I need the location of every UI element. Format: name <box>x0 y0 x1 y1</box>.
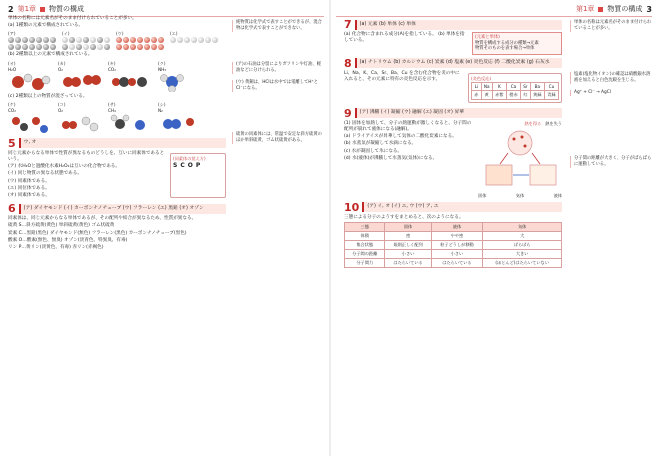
column-header: 三態 <box>345 222 385 231</box>
atom-icon <box>205 37 211 43</box>
atom-icon <box>144 44 150 50</box>
table-cell: 小さい <box>431 249 483 258</box>
section-answer: (a) ナトリウム (b) カルシウム (c) 炭素 (d) 塩素 (e) 炎色反応 (f) 二酸化炭素 (g) 石灰水 <box>355 58 562 68</box>
three-states-diagram <box>478 127 562 189</box>
table-row <box>472 82 559 90</box>
molecule-diagram <box>108 72 152 92</box>
legend-heat-gain: 熱を得る <box>524 120 542 126</box>
element-symbol: O <box>187 161 193 169</box>
atom-icon <box>69 44 75 50</box>
list-item: (a) ドライアイスが昇華して気体の二酸化炭素になる。 <box>344 134 457 140</box>
atom-icon <box>212 37 218 43</box>
atom-grid <box>8 37 56 50</box>
molecule-label: NH₃ <box>158 66 166 72</box>
mixture-figure <box>8 102 52 135</box>
atom-icon <box>50 37 56 43</box>
list-item: (ウ) 同素体である。 <box>8 178 50 184</box>
molecule-diagram <box>8 72 52 92</box>
page-number: 2 <box>8 4 14 14</box>
intro-text: 単体の名称には元素名がそのまま付けられていることが多い。 <box>8 16 137 21</box>
table-cell: (ほとんど)はたらいていない <box>483 258 562 267</box>
atom-icon <box>50 44 56 50</box>
atom-icon <box>184 37 190 43</box>
molecule-label: N₂ <box>158 107 163 113</box>
table-cell: 規則正しく配列 <box>385 240 431 249</box>
section-number: 7 <box>344 18 352 31</box>
table-cell: ばらばら <box>483 240 562 249</box>
column-header: 液体 <box>431 222 483 231</box>
flame-reaction-box <box>468 73 562 103</box>
table-row <box>472 90 559 99</box>
atom-icon <box>43 37 49 43</box>
chapter-marker-icon <box>598 7 603 12</box>
section-answer: (ア) ダイヤモンド (イ) カーボンナノチューブ (ウ) フラーレン (エ) 黒鉛 (オ) オゾン <box>19 204 226 214</box>
right-main-column <box>344 16 562 268</box>
three-states-table <box>344 222 562 268</box>
table-cell: Li <box>472 82 482 90</box>
list-item: 酸素 O…酸素(無色、無臭) オゾン(淡青色、特異臭、有毒) <box>8 237 128 243</box>
atom-icon <box>8 37 14 43</box>
atom-icon <box>177 37 183 43</box>
molecule-figure <box>62 31 110 50</box>
section-5-text <box>8 151 166 200</box>
item-a: (a) 1種類の元素で構成されている。 <box>8 23 84 29</box>
atom-icon <box>158 37 164 43</box>
item-c: (c) 2種類以上の物質が混ざっている。 <box>8 93 88 99</box>
table-cell: 赤紫 <box>492 90 506 99</box>
chapter-marker-icon <box>40 7 45 12</box>
atom-icon <box>123 37 129 43</box>
molecule-figure <box>8 61 52 92</box>
atom-icon <box>158 44 164 50</box>
side-note: 分子間の距離が大きく、分子がばらばらに運動している。 <box>570 156 654 168</box>
state-label: 液体 <box>553 192 562 198</box>
flame-table <box>471 82 559 100</box>
molecule-label: CH₄ <box>108 107 116 113</box>
molecule-diagram <box>58 72 102 92</box>
section-answer: (ア) イ, オ (イ) エ, ウ (ウ) ア, エ <box>362 202 562 212</box>
list-item: (c) 水が凝固して氷になる。 <box>344 148 403 154</box>
molecule-label: CO₂ <box>8 107 16 113</box>
section-answer: (a) 元素 (b) 単体 (c) 単体 <box>355 20 562 30</box>
atom-icon <box>104 44 110 50</box>
table-cell: 粒子どうしが移動 <box>431 240 483 249</box>
section-answer: (ア) 沸騰 (イ) 凝縮 (ウ) 融解 (エ) 凝固 (オ) 昇華 <box>355 108 562 118</box>
section-10-explanation: 三態による分子のようすをまとめると、次のようになる。 <box>344 214 464 220</box>
molecule-label: H₂O <box>8 66 17 72</box>
section-7-header <box>344 19 562 30</box>
atom-icon <box>191 37 197 43</box>
table-cell: Ca <box>506 82 520 90</box>
atom-icon <box>76 44 82 50</box>
molecule-figure <box>58 61 102 92</box>
table-cell: 橙赤 <box>506 90 520 99</box>
atom-icon <box>97 44 103 50</box>
figure-label: (イ) <box>62 31 70 37</box>
side-note: 単体の名称は元素名がそのまま付けられていることが多い。 <box>570 20 654 32</box>
state-label: 固体 <box>478 192 487 198</box>
table-cell: 青緑 <box>544 90 558 99</box>
side-note: Ag⁺ + Cl⁻ → AgCl <box>570 90 654 96</box>
atom-icon <box>36 37 42 43</box>
atom-icon <box>83 44 89 50</box>
mixture-diagram <box>158 113 202 135</box>
molecule-figure <box>116 31 164 50</box>
figure-label: (ク) <box>158 60 166 66</box>
mixture-figure <box>158 102 202 135</box>
item-b: (b) 2種類以上の元素で構成されている。 <box>8 52 93 58</box>
list-item: 炭素 C…黒鉛(黒色) ダイヤモンド(無色) フラーレン(黒色) カーボンナノチューブ(黒色) <box>8 230 187 236</box>
table-cell: はたらいている <box>385 258 431 267</box>
state-labels <box>478 193 562 199</box>
element-symbol: P <box>195 161 201 169</box>
side-note: 硫黄の同素体には、常温で安定な斜方硫黄のほか単斜硫黄、ゴム状硫黄がある。 <box>232 132 324 144</box>
atom-icon <box>90 44 96 50</box>
table-cell: Cu <box>544 82 558 90</box>
figure-label: (カ) <box>58 60 66 66</box>
molecule-figure <box>170 31 218 50</box>
table-row <box>345 240 562 249</box>
figure-label: (サ) <box>108 101 116 107</box>
atom-icon <box>130 37 136 43</box>
atom-icon <box>137 44 143 50</box>
atom-grid <box>170 37 218 43</box>
column-header: 固体 <box>385 222 431 231</box>
atom-icon <box>62 44 68 50</box>
column-header: 気体 <box>483 222 562 231</box>
atom-icon <box>123 44 129 50</box>
atom-icon <box>69 37 75 43</box>
section-number: 5 <box>8 136 16 150</box>
section-8-body <box>344 71 562 105</box>
state-change-figure <box>478 121 562 199</box>
table-cell: 体積 <box>345 231 385 240</box>
section-5-explanation: 同じ元素からなる単体で性質が異なるものどうしを、互いに同素体であるという。 <box>8 150 165 163</box>
chapter-label: 第1章 <box>17 5 37 13</box>
atom-icon <box>22 44 28 50</box>
atom-grid <box>116 37 164 50</box>
molecule-label: O₂ <box>58 107 63 113</box>
list-item: (d) 水(液体)が沸騰して水蒸気(気体)になる。 <box>344 155 438 161</box>
atom-icon <box>116 37 122 43</box>
table-cell: K <box>492 82 506 90</box>
section-number: 8 <box>344 56 352 70</box>
section-number: 6 <box>8 202 16 216</box>
list-item: (イ) 同じ物質の異なる状態である。 <box>8 171 82 177</box>
left-side-notes <box>232 16 324 150</box>
mnemonic-title: (同素体の覚え方) <box>173 155 206 161</box>
list-item: (ア) 水H₂Oと過酸化水素H₂O₂は互いの化合物である。 <box>8 164 120 170</box>
atom-icon <box>137 37 143 43</box>
section-9-text <box>344 121 474 163</box>
atom-icon <box>62 37 68 43</box>
table-cell: 紅 <box>520 90 530 99</box>
list-item: (エ) 同位体である。 <box>8 185 50 191</box>
table-cell: 黄緑 <box>530 90 544 99</box>
state-label: 気体 <box>515 192 525 198</box>
diagram-a <box>8 31 226 50</box>
figure-label: (コ) <box>58 101 66 107</box>
figure-label: (シ) <box>158 101 166 107</box>
figure-label: (ケ) <box>8 101 16 107</box>
table-cell: 集合状態 <box>345 240 385 249</box>
atom-icon <box>22 37 28 43</box>
section-answer: ウ, オ <box>19 138 226 148</box>
molecule-label: O₂ <box>58 66 63 72</box>
table-cell: 赤 <box>472 90 482 99</box>
section-7-explanation: (a) 化合物に含まれる成分(A)を指している。 (b) 単体を指している。 <box>344 32 465 44</box>
table-row <box>345 258 562 267</box>
atom-icon <box>83 37 89 43</box>
box-line: 物質を構成する成分の種類→元素 <box>475 40 539 46</box>
section-9-body <box>344 121 562 199</box>
page-number: 3 <box>646 4 652 14</box>
molecule-figure <box>108 61 152 92</box>
atom-icon <box>104 37 110 43</box>
box-line: 物質そのものを表す場合→単体 <box>475 46 535 52</box>
right-side-notes <box>570 16 654 174</box>
mixture-figure <box>108 102 152 135</box>
section-5-header <box>8 138 226 149</box>
section-10-header <box>344 202 562 213</box>
atom-icon <box>151 44 157 50</box>
atom-icon <box>144 37 150 43</box>
atom-icon <box>15 44 21 50</box>
figure-label: (ア) <box>8 31 16 37</box>
legend-heat-loss: 熱を失う <box>545 120 562 126</box>
side-note: (ウ) 黄銅は、HClは水中では電離してH⁺とCl⁻になる。 <box>232 80 324 92</box>
molecule-label: CO₂ <box>108 66 116 72</box>
atom-icon <box>29 37 35 43</box>
table-cell: 密 <box>385 231 431 240</box>
table-header-row <box>345 222 562 231</box>
mixture-diagram <box>58 113 102 135</box>
side-note: 塩素(塩化物イオン)の確認は硝酸銀水溶液を加えると白色沈殿を生じる。 <box>570 72 654 84</box>
mixture-figure <box>58 102 102 135</box>
element-vs-substance-box <box>472 32 562 55</box>
section-8-explanation: Li、Na、K、Ca、Sr、Ba、Cu を含む化合物を炎の中に入れると、その元素に特有の炎色反応を示す。 <box>344 70 460 82</box>
left-main-column <box>8 16 226 252</box>
section-5-body <box>8 151 226 200</box>
table-cell: 大きい <box>483 249 562 258</box>
section-number: 10 <box>344 200 360 214</box>
atom-icon <box>90 37 96 43</box>
mixture-diagram <box>8 113 52 135</box>
molecule-figure <box>8 31 56 50</box>
section-8-header <box>344 58 562 69</box>
side-note: 純物質は化学式で表すことができるが、混合物は化学式で表すことができない。 <box>232 20 324 32</box>
table-cell: 大 <box>483 231 562 240</box>
box-title: (元素と単体) <box>475 35 500 40</box>
section-7-body <box>344 32 562 55</box>
atom-icon <box>8 44 14 50</box>
diagram-b <box>8 61 226 92</box>
figure-label: (ウ) <box>116 31 124 37</box>
atom-icon <box>76 37 82 43</box>
atom-icon <box>36 44 42 50</box>
list-item: (オ) 同素体である。 <box>8 193 50 199</box>
atom-icon <box>97 37 103 43</box>
mnemonic-elements <box>173 162 223 169</box>
box-title: (炎色反応) <box>471 75 492 81</box>
list-item: リン P…黄リン(淡黄色、有毒) 赤リン(赤褐色) <box>8 245 104 251</box>
table-row <box>345 231 562 240</box>
list-item: (b) 水蒸気が凝縮して水滴になる。 <box>344 141 417 147</box>
mixture-diagram <box>108 113 152 135</box>
table-row <box>345 249 562 258</box>
diagram-c <box>8 102 226 135</box>
atom-icon <box>43 44 49 50</box>
section-title: 物質の構成 <box>49 5 85 13</box>
molecule-figure <box>158 61 202 92</box>
section-6-explanation: 同素体は、同じ元素からなる単体であるが、その配列や結合が異なるため、性質が異なる。 <box>8 216 197 222</box>
table-cell: はたらいている <box>431 258 483 267</box>
atom-icon <box>170 37 176 43</box>
atom-grid <box>62 37 110 50</box>
table-cell: 小さい <box>385 249 431 258</box>
figure-label: (エ) <box>170 31 178 37</box>
element-symbol: S <box>173 161 178 169</box>
section-number: 9 <box>344 106 352 120</box>
table-cell: 分子間の距離 <box>345 249 385 258</box>
chapter-label: 第1章 <box>575 5 595 13</box>
list-item: 硫黄 S…斜方硫黄(黄色) 単斜硫黄(黄色) ゴム状硫黄 <box>8 223 115 229</box>
side-note: (ア)の石油は分留によりガソリンや灯油、軽油などに分けられる。 <box>232 62 324 74</box>
table-cell: 分子間力 <box>345 258 385 267</box>
table-cell: やや密 <box>431 231 483 240</box>
atom-icon <box>151 37 157 43</box>
atom-icon <box>15 37 21 43</box>
atom-icon <box>29 44 35 50</box>
table-cell: 黄 <box>481 90 492 99</box>
right-page <box>330 0 660 456</box>
mnemonic-box <box>170 153 226 198</box>
section-9-explanation: (1) 固体を加熱して、分子の熱運動が激しくなると、分子間の配列が崩れて液体になる(融解)。 <box>344 120 472 132</box>
section-title: 物質の構成 <box>607 5 643 13</box>
section-9-header <box>344 108 562 119</box>
section-6-header <box>8 203 226 214</box>
figure-label: (オ) <box>8 60 16 66</box>
figure-label: (キ) <box>108 60 116 66</box>
table-cell: Na <box>481 82 492 90</box>
table-cell: Ba <box>530 82 544 90</box>
element-symbol: C <box>180 161 185 169</box>
molecule-diagram <box>158 72 202 92</box>
atom-icon <box>116 44 122 50</box>
atom-icon <box>198 37 204 43</box>
atom-icon <box>130 44 136 50</box>
table-cell: Sr <box>520 82 530 90</box>
